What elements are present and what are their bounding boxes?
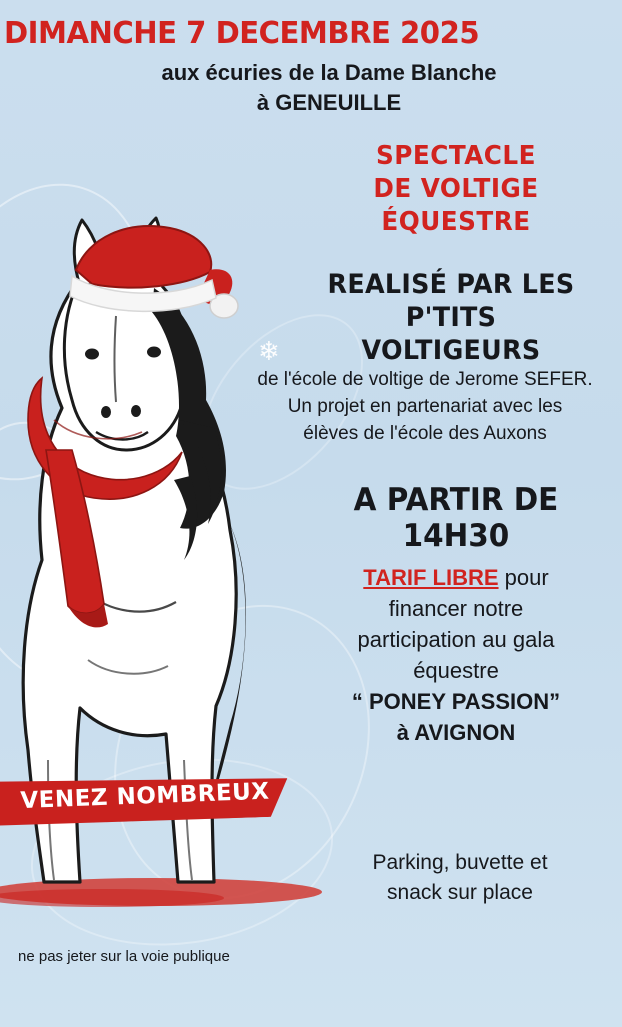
pricing-line-2: financer notre <box>388 596 524 621</box>
school-line-1: de l'école de voltige de Jerome SEFER. <box>257 369 593 390</box>
pricing-line-1-suffix: pour <box>498 565 549 590</box>
pricing-line-3: participation au gala <box>357 627 555 652</box>
school-description <box>228 366 622 447</box>
show-title <box>308 140 604 239</box>
snowflake-icon: ❄ <box>258 336 280 366</box>
show-title-line-2: DE VOLTIGE ÉQUESTRE <box>373 174 539 237</box>
venue-block <box>0 58 622 118</box>
venue-line-2: à GENEUILLE <box>256 90 402 115</box>
start-time: A PARTIR DE 14H30 <box>353 482 559 554</box>
amenities-line-1: Parking, buvette et <box>372 851 548 874</box>
gala-city: à AVIGNON <box>396 720 516 745</box>
legal-notice: ne pas jeter sur la voie publique <box>18 948 230 965</box>
gala-name: “ PONEY PASSION” <box>351 689 561 714</box>
performers-line-1: REALISÉ PAR LES P'TITS <box>327 269 575 333</box>
performers-title <box>300 268 603 367</box>
amenities-line-2: snack sur place <box>387 881 533 904</box>
free-price-label: TARIF LIBRE <box>363 565 499 590</box>
ribbon-label: VENEZ NOMBREUX <box>19 778 271 815</box>
show-title-line-1: SPECTACLE <box>376 141 536 171</box>
amenities-block <box>310 848 610 908</box>
performers-line-2: VOLTIGEURS <box>361 335 541 366</box>
school-line-2: Un projet en partenariat avec les <box>287 396 563 417</box>
pricing-line-4: équestre <box>413 658 499 683</box>
school-line-3: élèves de l'école des Auxons <box>303 423 547 444</box>
pricing-block <box>298 562 614 748</box>
pricing-line-1 <box>298 562 614 593</box>
event-date: DIMANCHE 7 DECEMBRE 2025 <box>4 16 480 51</box>
venue-line-1: aux écuries de la Dame Blanche <box>161 60 497 85</box>
